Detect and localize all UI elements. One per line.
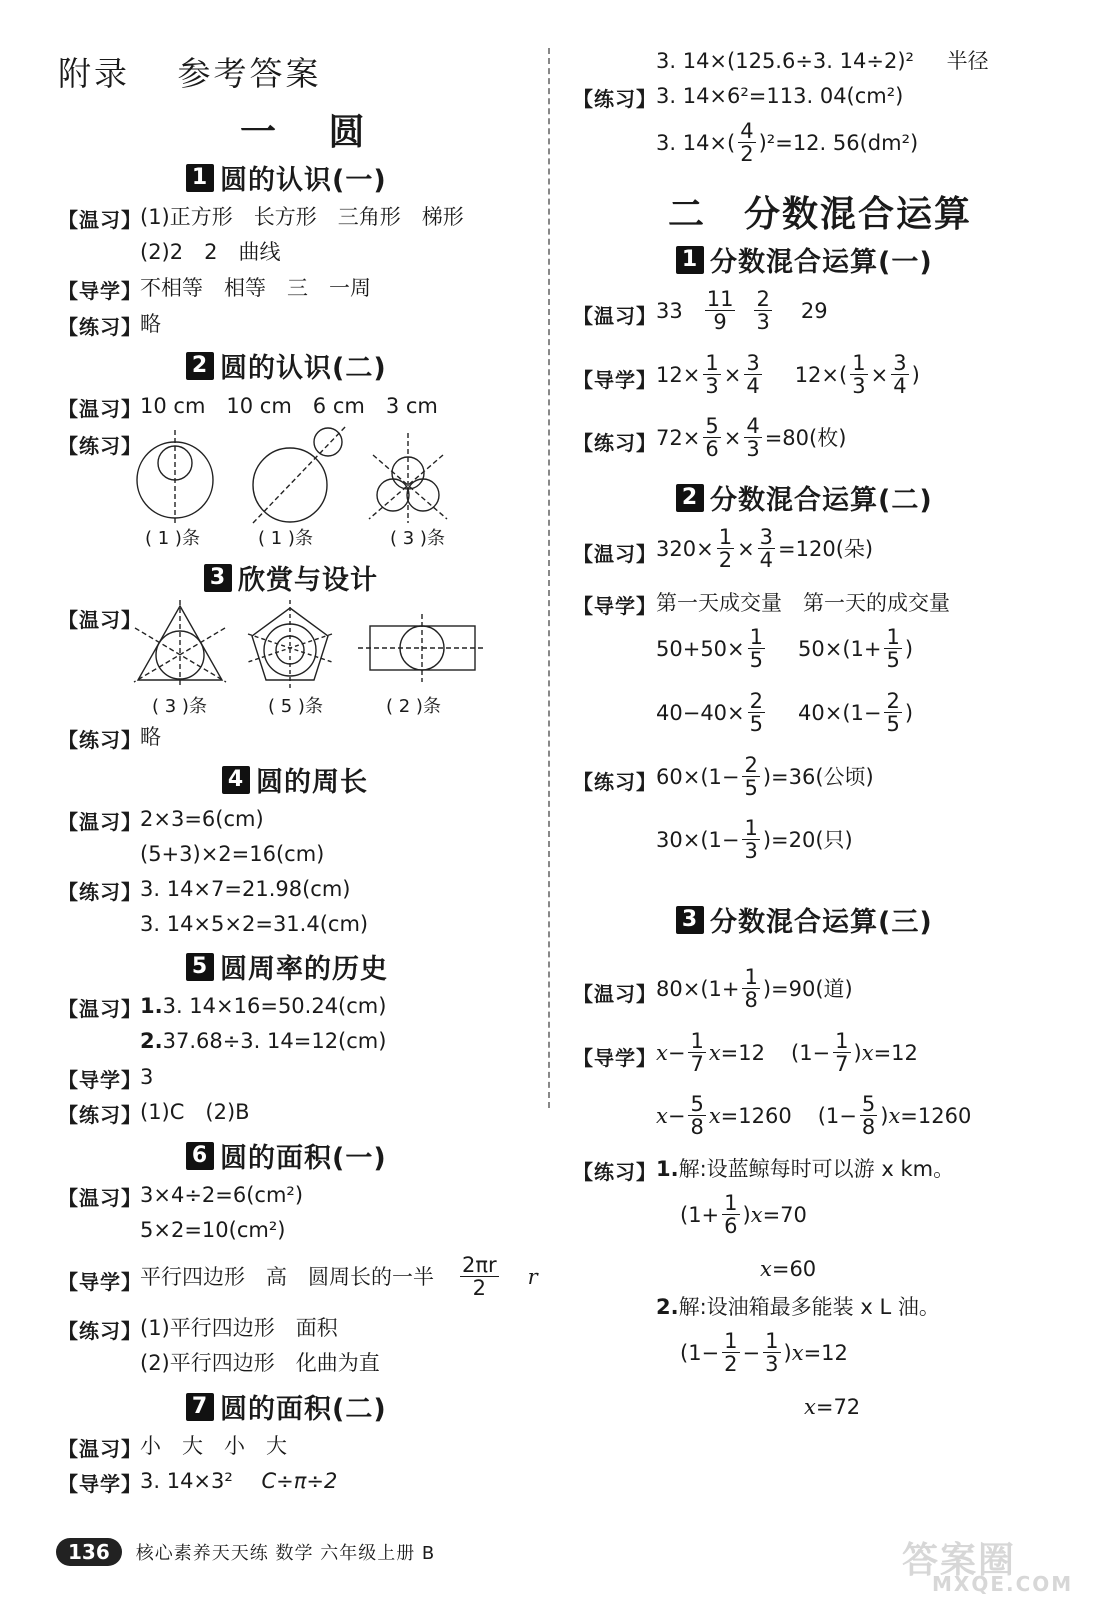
item-number: 2. — [140, 1029, 163, 1053]
tag-wenxi: 【温习】 — [58, 1186, 142, 1210]
section-title-text: 分数混合运算(二) — [710, 485, 933, 516]
answer-line: 小 大 小 大 — [140, 1434, 287, 1458]
section-number-badge: 3 — [204, 564, 232, 592]
tag-wenxi: 【温习】 — [58, 208, 142, 232]
figure-caption: ( 1 )条 — [258, 528, 313, 549]
answer-text: )²=12. 56(dm²) — [758, 130, 919, 155]
fraction — [705, 288, 736, 333]
item-number: 1. — [140, 994, 163, 1018]
tag-lianxi: 【练习】 — [58, 880, 142, 904]
answer-text: 29 — [800, 298, 828, 323]
tag-wenxi: 【温习】 — [58, 810, 142, 834]
tag-wenxi: 【温习】 — [58, 608, 142, 632]
answer-line — [140, 1028, 386, 1054]
unit2-title: 二 分数混合运算 — [668, 194, 973, 235]
answer-line: 10 cm 10 cm 6 cm 3 cm — [140, 394, 438, 418]
answer-line: 第一天成交量 第一天的成交量 — [656, 591, 950, 615]
tag-wenxi: 【温习】 — [58, 997, 142, 1021]
answer-line: (1− $\frac{1}{2}$ − $\frac{1}{3}$ ) x =12 — [680, 1329, 848, 1376]
answer-line: 略 — [140, 312, 161, 336]
appendix-title: 参考答案 — [177, 54, 322, 93]
tag-daoxue: 【导学】 — [58, 1472, 142, 1496]
answer-line: (5+3)×2=16(cm) — [140, 842, 325, 866]
tag-wenxi: 【温习】 — [58, 1437, 142, 1461]
answer-line: 3. 14×5×2=31.4(cm) — [140, 912, 369, 936]
answer-text: C÷π÷2 — [261, 1469, 338, 1493]
answer-line — [656, 1294, 940, 1320]
section-title-text: 圆的认识(一) — [220, 165, 387, 196]
figure-caption: ( 3 )条 — [390, 528, 445, 549]
tag-wenxi: 【温习】 — [573, 542, 657, 566]
section-title-text: 圆的周长 — [256, 767, 368, 798]
section-1-3-title — [204, 558, 378, 597]
tag-daoxue: 【导学】 — [573, 368, 657, 392]
tag-lianxi: 【练习】 — [58, 434, 142, 458]
answer-text: =80(枚) — [764, 425, 847, 450]
section-title-text: 圆周率的历史 — [220, 954, 388, 985]
section-number-badge: 5 — [186, 953, 214, 981]
answer-line: x=72 — [804, 1395, 861, 1419]
answer-line: (1+ $\frac{1}{6}$ ) x =70 — [680, 1191, 807, 1238]
answer-line — [656, 120, 918, 165]
figure-caption: ( 5 )条 — [268, 696, 323, 717]
tag-daoxue: 【导学】 — [58, 1068, 142, 1092]
numerator: 11 — [706, 287, 734, 311]
tag-lianxi: 【练习】 — [58, 728, 142, 752]
answer-text: )=20(只) — [762, 827, 853, 852]
figure-caption: ( 2 )条 — [386, 696, 441, 717]
answer-line: 80×(1+ $\frac{1}{8}$ )=90(道) — [656, 965, 853, 1012]
answer-line: 略 — [140, 725, 161, 749]
tag-daoxue: 【导学】 — [573, 594, 657, 618]
answer-line: 30×(1− $\frac{1}{3}$ )=20(只) — [656, 816, 853, 863]
watermark-url: MXQE.COM — [932, 1572, 1074, 1596]
tag-lianxi: 【练习】 — [573, 431, 657, 455]
page-footer — [56, 1538, 435, 1566]
variable-r: r — [527, 1264, 538, 1289]
appendix-label: 附录 — [58, 54, 130, 93]
answer-line: 3. 14×6²=113. 04(cm²) — [656, 84, 904, 108]
answer-text: 平行四边形 高 圆周长的一半 — [140, 1264, 434, 1289]
numerator: 2 — [756, 287, 770, 311]
answer-text: )=36(公顷) — [762, 764, 874, 789]
tag-daoxue: 【导学】 — [58, 279, 142, 303]
tag-lianxi: 【练习】 — [58, 315, 142, 339]
section-1-2-title — [186, 346, 387, 385]
tag-wenxi: 【温习】 — [573, 982, 657, 1006]
fraction — [754, 288, 771, 333]
tag-daoxue: 【导学】 — [58, 1270, 142, 1294]
figure-caption: ( 1 )条 — [145, 528, 200, 549]
answer-text: 3. 14×16=50.24(cm) — [162, 994, 387, 1018]
section-2-3-title — [676, 900, 933, 939]
tag-lianxi: 【练习】 — [573, 1160, 657, 1184]
tag-wenxi: 【温习】 — [58, 397, 142, 421]
answer-text: =72 — [815, 1395, 861, 1419]
fraction — [460, 1254, 499, 1299]
appendix-heading — [58, 48, 322, 95]
answer-line: 60×(1− $\frac{2}{5}$ )=36(公顷) — [656, 753, 874, 800]
answer-line — [656, 48, 989, 74]
answer-line: 5×2=10(cm²) — [140, 1218, 286, 1242]
section-number-badge: 4 — [222, 766, 250, 794]
section-1-7-title — [186, 1387, 387, 1426]
denominator: 9 — [713, 310, 727, 334]
column-divider — [548, 48, 550, 1108]
section-title-text: 欣赏与设计 — [238, 565, 378, 596]
answer-line: 320× $\frac{1}{2}$ × $\frac{3}{4}$ =120(朵) — [656, 525, 874, 572]
answer-text: =120(朵) — [778, 536, 874, 561]
circle-symmetry-figures — [125, 425, 485, 525]
answer-text: 3. 14×( — [656, 130, 736, 155]
answer-line: (2)2 2 曲线 — [140, 240, 281, 264]
section-number-badge: 2 — [676, 484, 704, 512]
section-title-text: 分数混合运算(三) — [710, 907, 933, 938]
section-1-1-title — [186, 158, 387, 197]
answer-line: 12× $\frac{1}{3}$ × $\frac{3}{4}$ 12×( $\frac{1}{3}$ × $\frac{3}{4}$ ) — [656, 351, 920, 398]
answer-line: (1)平行四边形 面积 — [140, 1316, 338, 1340]
answer-text: 解:设油箱最多能装 x L 油。 — [678, 1295, 940, 1319]
unit1-title: 一 圆 — [240, 112, 385, 153]
answer-text: =12 — [803, 1340, 848, 1365]
answer-line — [656, 288, 828, 333]
watermark-logo: 答案圈 — [902, 1540, 1017, 1581]
numerator: 4 — [740, 119, 754, 143]
tag-lianxi: 【练习】 — [58, 1319, 142, 1343]
section-title-text: 分数混合运算(一) — [710, 247, 933, 278]
answer-line: (2)平行四边形 化曲为直 — [140, 1351, 380, 1375]
section-number-badge: 3 — [676, 906, 704, 934]
answer-line — [140, 1254, 538, 1299]
design-symmetry-figures — [130, 600, 490, 690]
answer-line: 不相等 相等 三 一周 — [140, 276, 371, 300]
answer-line: 2×3=6(cm) — [140, 807, 264, 831]
item-number: 1. — [656, 1157, 679, 1181]
section-title-text: 圆的认识(二) — [220, 353, 387, 384]
page-number: 136 — [56, 1538, 122, 1566]
answer-text: 33 — [656, 298, 683, 323]
section-number-badge: 2 — [186, 352, 214, 380]
tag-wenxi: 【温习】 — [573, 304, 657, 328]
answer-line: x=60 — [760, 1257, 817, 1281]
answer-text: )=90(道) — [762, 976, 853, 1001]
answer-line: x − $\frac{1}{7}$ x =12 (1− $\frac{1}{7}$ ) x =12 — [656, 1029, 918, 1076]
answer-line: (1)正方形 长方形 三角形 梯形 — [140, 205, 464, 229]
section-2-1-title — [676, 240, 933, 279]
figure-caption: ( 3 )条 — [152, 696, 207, 717]
denominator: 3 — [756, 310, 770, 334]
answer-text: 37.68÷3. 14=12(cm) — [162, 1029, 387, 1053]
answer-text: =70 — [762, 1202, 807, 1227]
section-number-badge: 1 — [676, 246, 704, 274]
tag-lianxi: 【练习】 — [573, 770, 657, 794]
section-1-4-title — [222, 760, 368, 799]
answer-line: 50+50× $\frac{1}{5}$ 50×(1+ $\frac{1}{5}$ ) — [656, 625, 914, 672]
item-number: 2. — [656, 1295, 679, 1319]
answer-text: 解:设蓝鲸每时可以游 x km。 — [678, 1157, 955, 1181]
answer-line: 3. 14×7=21.98(cm) — [140, 877, 351, 901]
answer-text: 半径 — [946, 49, 989, 73]
answer-line: 3 — [140, 1065, 154, 1089]
tag-daoxue: 【导学】 — [573, 1046, 657, 1070]
section-title-text: 圆的面积(一) — [220, 1143, 387, 1174]
book-title: 核心素养天天练 数学 六年级上册 B — [135, 1543, 436, 1564]
answer-line: 3×4÷2=6(cm²) — [140, 1183, 304, 1207]
section-1-5-title — [186, 947, 388, 986]
answer-text: =60 — [771, 1257, 817, 1281]
section-number-badge: 6 — [186, 1142, 214, 1170]
denominator: 2 — [472, 1276, 486, 1300]
tag-lianxi: 【练习】 — [573, 87, 657, 111]
answer-line — [140, 1468, 337, 1494]
section-title-text: 圆的面积(二) — [220, 1394, 387, 1425]
answer-line — [656, 1156, 954, 1182]
answer-line: x − $\frac{5}{8}$ x =1260 (1− $\frac{5}{8}$ ) x =1260 — [656, 1092, 972, 1139]
answer-line: 72× $\frac{5}{6}$ × $\frac{4}{3}$ =80(枚) — [656, 414, 847, 461]
section-number-badge: 1 — [186, 164, 214, 192]
answer-text: 3. 14×(125.6÷3. 14÷2)² — [656, 49, 914, 73]
numerator: 2πr — [462, 1253, 497, 1277]
answer-line: (1)C (2)B — [140, 1100, 250, 1124]
section-number-badge: 7 — [186, 1393, 214, 1421]
section-2-2-title — [676, 478, 933, 517]
tag-lianxi: 【练习】 — [58, 1103, 142, 1127]
answer-text: 3. 14×3² — [140, 1469, 233, 1493]
fraction — [738, 120, 755, 165]
denominator: 2 — [740, 142, 754, 166]
answer-line: 40−40× $\frac{2}{5}$ 40×(1− $\frac{2}{5}$ ) — [656, 689, 914, 736]
answer-line — [140, 993, 386, 1019]
section-1-6-title — [186, 1136, 387, 1175]
